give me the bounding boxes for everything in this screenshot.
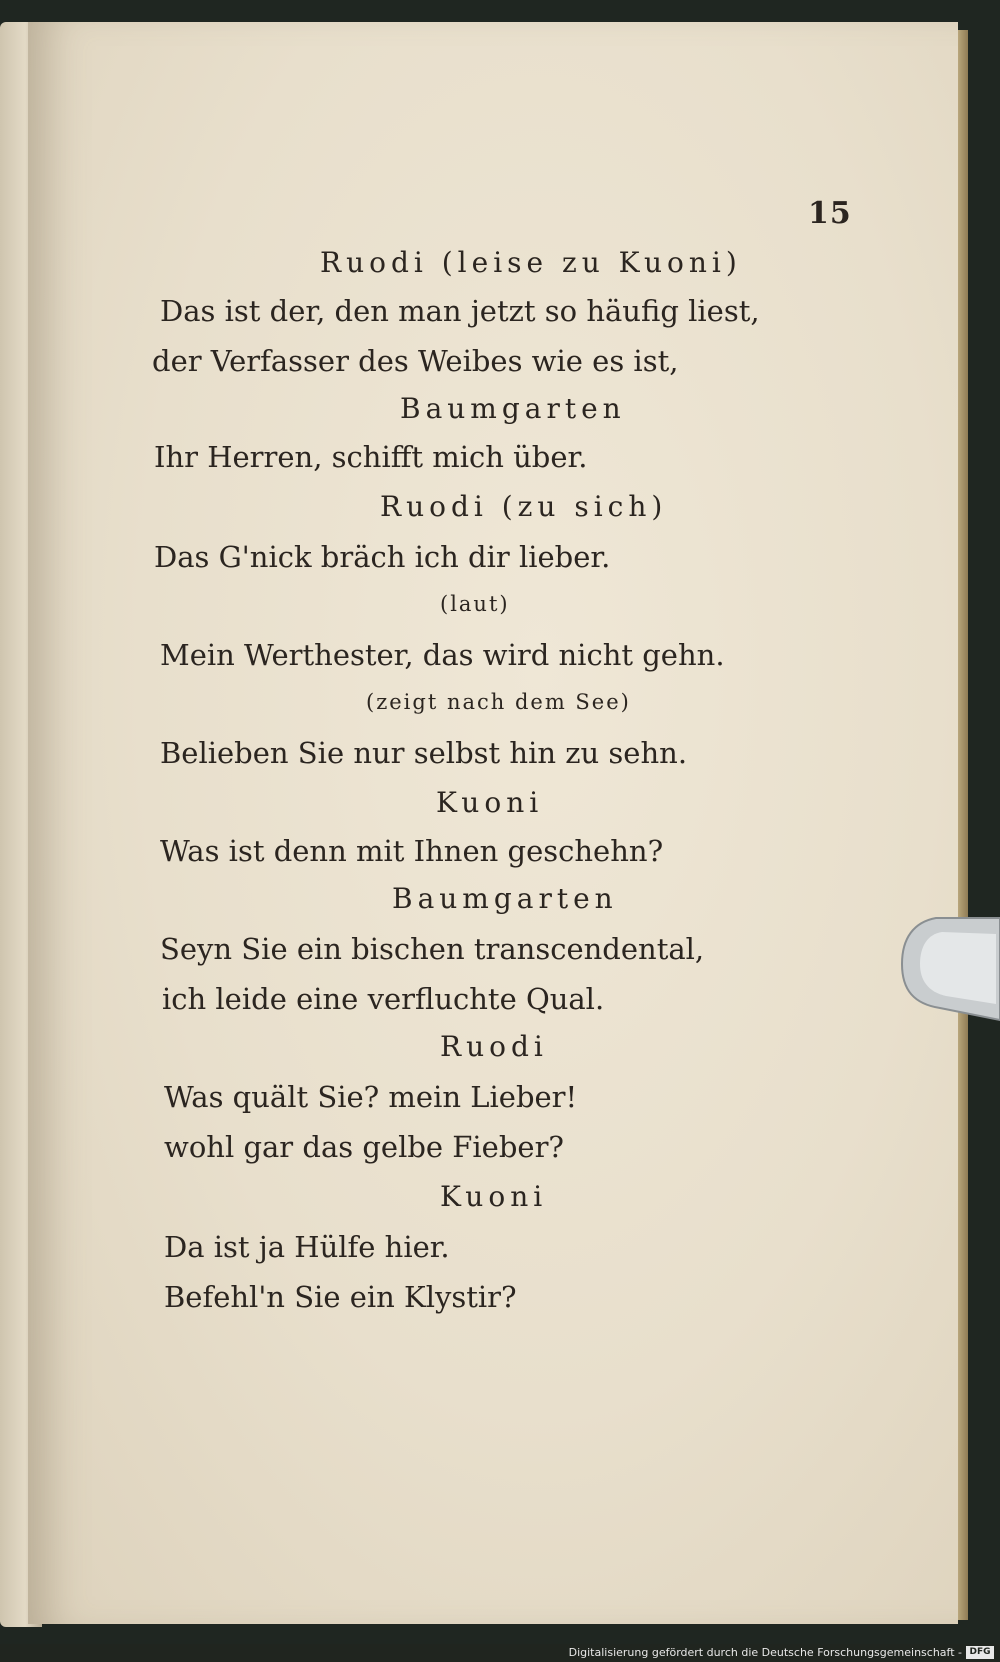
verse-line: ich leide eine verfluchte Qual. — [162, 982, 605, 1016]
speaker-line: Ruodi (leise zu Kuoni) — [320, 246, 742, 279]
verse-line: Mein Werthester, das wird nicht gehn. — [160, 638, 725, 672]
verse-line: Was quält Sie? mein Lieber! — [164, 1080, 578, 1114]
verse-line: Ihr Herren, schifft mich über. — [154, 440, 588, 474]
speaker-line: Baumgarten — [392, 882, 618, 915]
speaker-line: Kuoni — [440, 1180, 548, 1213]
verse-line: Das ist der, den man jetzt so häufig liest, — [160, 294, 760, 328]
dfg-logo: DFG — [966, 1646, 994, 1659]
page-clip — [896, 912, 1000, 1024]
verse-line: Seyn Sie ein bischen transcendental, — [160, 932, 705, 966]
verse-line: Das G'nick bräch ich dir lieber. — [154, 540, 611, 574]
verse-line: wohl gar das gelbe Fieber? — [164, 1130, 564, 1164]
speaker-line: Ruodi (zu sich) — [380, 490, 668, 523]
verse-line: der Verfasser des Weibes wie es ist, — [152, 344, 679, 378]
verse-line: Belieben Sie nur selbst hin zu sehn. — [160, 736, 688, 770]
page-number: 15 — [808, 196, 852, 231]
digitization-credit: Digitalisierung gefördert durch die Deutsche Forschungsgemeinschaft - — [568, 1646, 962, 1659]
stage-direction: (zeigt nach dem See) — [366, 690, 631, 714]
speaker-line: Baumgarten — [400, 392, 626, 425]
speaker-line: Kuoni — [436, 786, 544, 819]
verse-line: Befehl'n Sie ein Klystir? — [164, 1280, 517, 1314]
stage-direction: (laut) — [440, 592, 510, 616]
speaker-line: Ruodi — [440, 1030, 548, 1063]
verse-line: Was ist denn mit Ihnen geschehn? — [160, 834, 664, 868]
verse-line: Da ist ja Hülfe hier. — [164, 1230, 450, 1264]
